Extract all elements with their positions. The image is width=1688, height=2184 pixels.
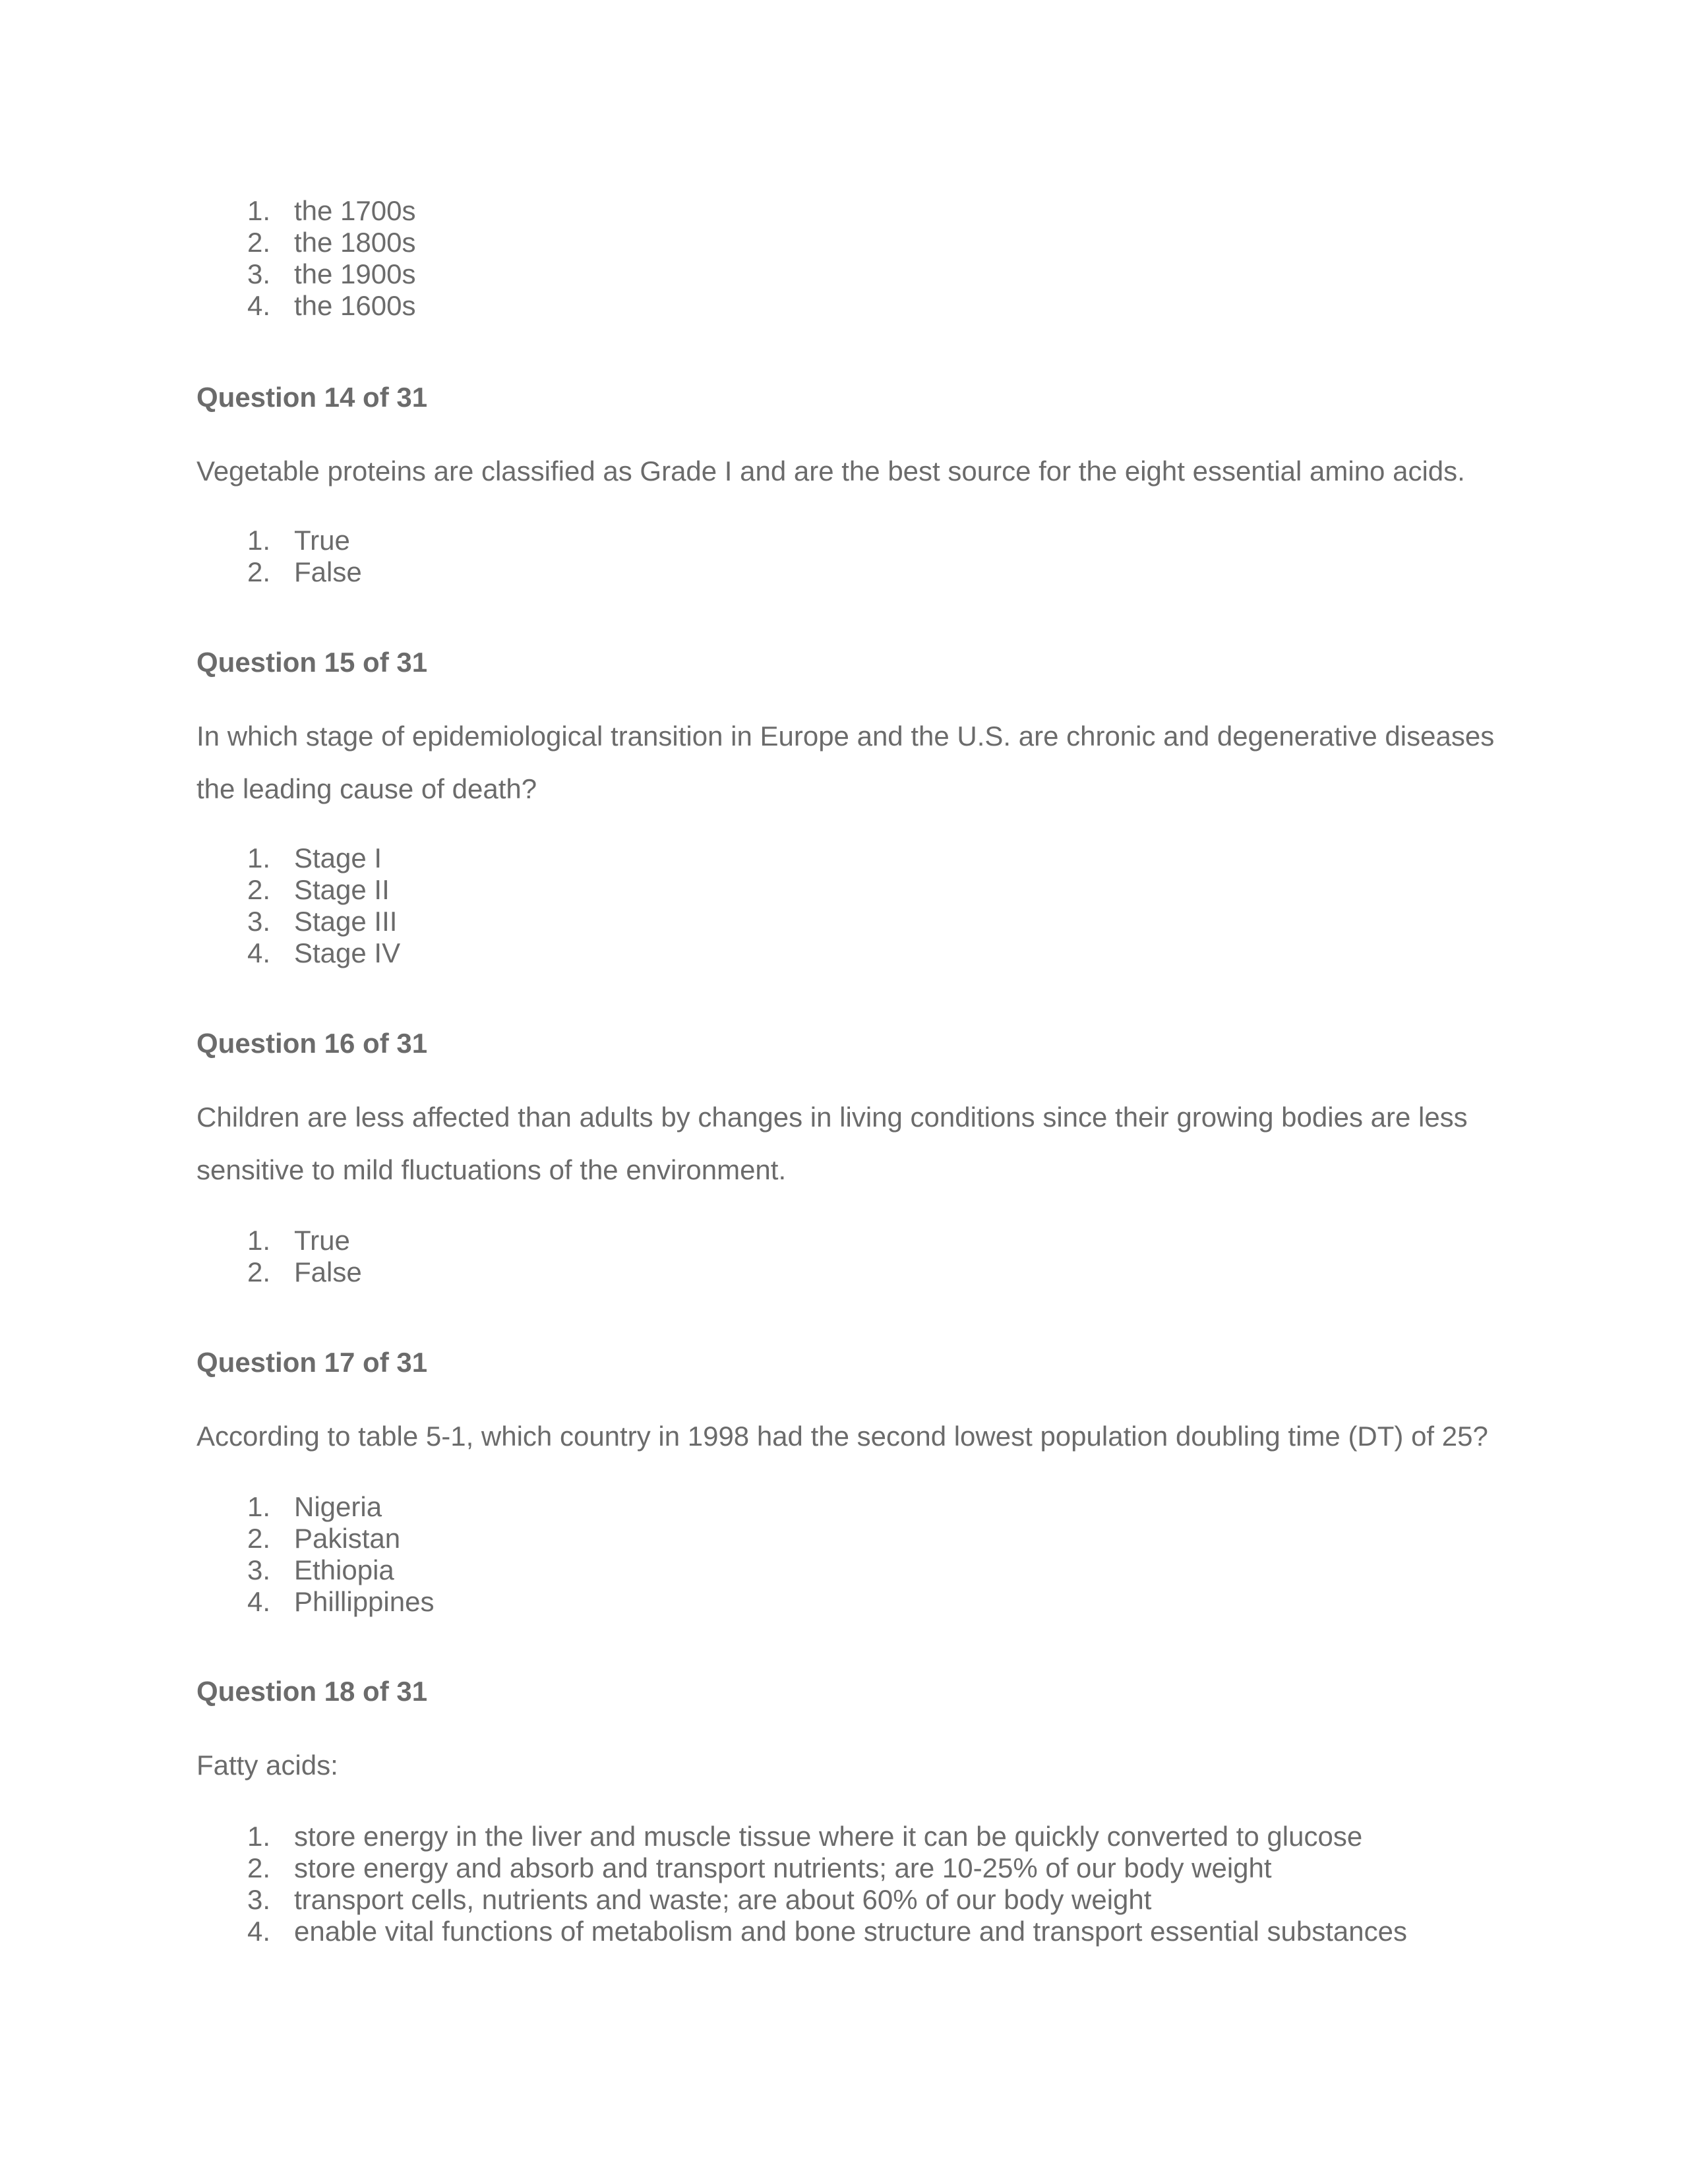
document-page: 1. the 1700s 2. the 1800s 3. the 1900s 4. the 1600s Question 14 of 31 Vegetable proteins are classified as Grade I and are the best source for the eight essential amino acids. 1. True 2. False Question 15 of 31 In which stage of epidemiological transition in Europe and the U.S. are chronic and degenerative diseases the leading cause of death? 1. Stage I 2. Stage II 3. Stage III 4. Stage IV Question 16 of 31 Children are less affected than adults by changes in living conditions since their growing bodies are less sensitive to mild fluctuations of the environment. 1. True 2. False Question 17 of 31 According to table 5-1, which country in 1998 had the second lowest population doubling time (DT) of 25? 1. Nigeria 2. Pakistan 3. Ethiopia 4. Phillippines Question 18 of 31 Fatty acids: 1. store energy in the liver and muscle tissue where it can be quickly converted to glucose 2. store energy and absorb and transport nutrients; are 10-25% of our body weight 3. transport cells, nutrients and waste; are about 60% of our body weight 4. enable vital functions of metabolism and bone structure and transport essential substances <box>0 0 1688 2184</box>
question-heading: Question 18 of 31 <box>196 1676 428 1707</box>
question-text: Children are less affected than adults by changes in living conditions since their growing bodies are less sensitive to mild fluctuations of the environment. <box>196 1102 1468 1185</box>
question-text: In which stage of epidemiological transition in Europe and the U.S. are chronic and degenerative diseases the leading cause of death? <box>196 721 1495 804</box>
question-heading: Question 16 of 31 <box>196 1028 428 1059</box>
question-heading: Question 14 of 31 <box>196 382 428 413</box>
question-text: Vegetable proteins are classified as Grade I and are the best source for the eight essential amino acids. <box>196 456 1465 487</box>
question-text: Fatty acids: <box>196 1750 338 1781</box>
question-heading: Question 17 of 31 <box>196 1347 428 1378</box>
question-text: According to table 5-1, which country in 1998 had the second lowest population doubling time (DT) of 25? <box>196 1421 1488 1452</box>
question-heading: Question 15 of 31 <box>196 647 428 678</box>
